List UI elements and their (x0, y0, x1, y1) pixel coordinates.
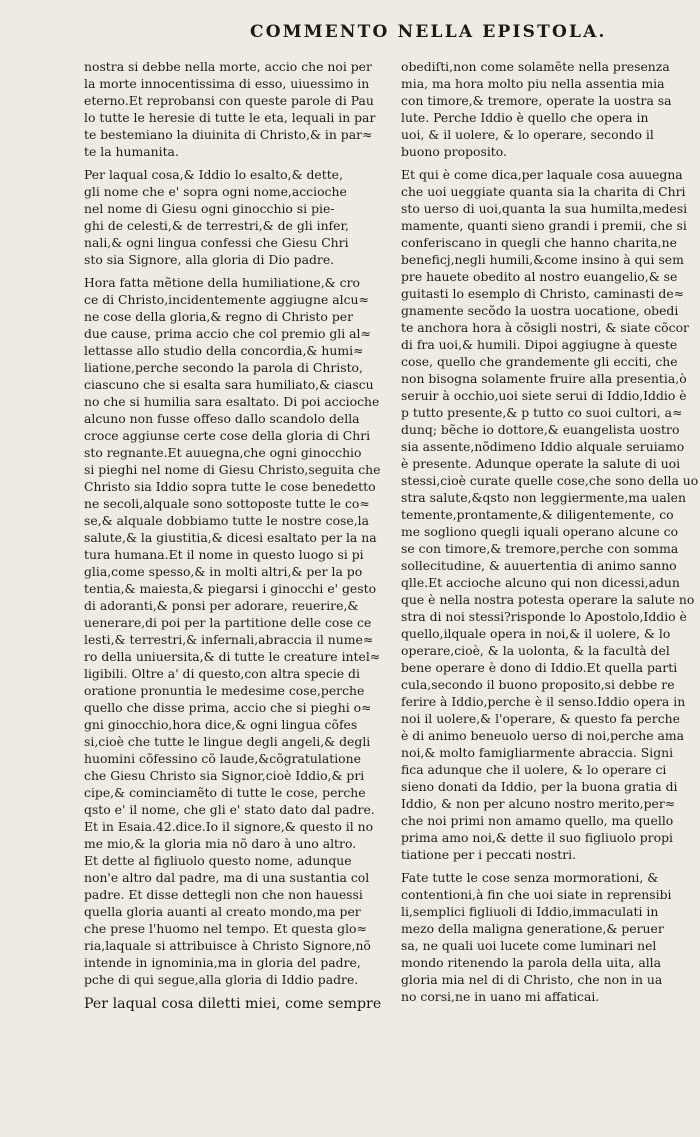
text-line: lo tutte le heresie di tutte le eta, lequali in par (84, 110, 376, 125)
text-line: qsto e' il nome, che gli e' stato dato dal padre. (84, 802, 375, 817)
text-line: beneficj,negli humili,&come insino à qui sem (401, 252, 684, 267)
text-line: Et qui è come dica,per laquale cosa auuegna (401, 167, 683, 182)
text-line: eterno.Et reprobansi con queste parole di Pau (84, 93, 374, 108)
text-line: tura humana.Et il nome in questo luogo si pi (84, 547, 364, 562)
text-line: ria,laquale si attribuisce à Christo Signore,nõ (84, 938, 371, 953)
text-line: Et dette al figliuolo questo nome, adunque (84, 853, 352, 868)
text-line: nali,& ogni lingua confessi che Giesu Chri (84, 235, 349, 250)
text-line: si pieghi nel nome di Giesu Christo,seguita che (84, 462, 381, 477)
text-line: che uoi ueggiate quanta sia la charita di Chri (401, 184, 686, 199)
text-line: quella gloria auanti al creato mondo,ma per (84, 904, 361, 919)
text-line: ligibili. Oltre a' di questo,con altra specie di (84, 666, 360, 681)
text-line: sia assente,nõdimeno Iddio alquale seruiamo (401, 439, 685, 454)
paragraph (84, 274, 384, 988)
text-line: sto uerso di uoi,quanta la sua humilta,medesi (401, 201, 688, 216)
text-line: che noi primi non amamo quello, ma quello (401, 813, 674, 828)
text-line: Per laqual cosa,& Iddio lo esalto,& dette, (84, 167, 343, 182)
text-line: cula,secondo il buono proposito,si debbe re (401, 677, 675, 692)
text-line: que è nella nostra potesta operare la salute no (401, 592, 695, 607)
text-line: fica adunque che il uolere, & lo operare ci (401, 762, 667, 777)
text-line: la morte innocentissima di esso, uiuessimo in (84, 76, 370, 91)
text-line: sto regnante.Et auuegna,che ogni ginocchio (84, 445, 362, 460)
text-line: che prese l'huomo nel tempo. Et questa glo≈ (84, 921, 367, 936)
paragraph (401, 869, 700, 1005)
text-line: uoi, & il uolere, & lo operare, secondo il (401, 127, 654, 142)
text-line: pche di qui segue,alla gloria di Iddio padre. (84, 972, 359, 987)
text-line: di adoranti,& ponsi per adorare, reuerire,& (84, 598, 359, 613)
text-line: è presente. Adunque operate la salute di uoi (401, 456, 681, 471)
text-line: è di animo beneuolo uerso di noi,perche ama (401, 728, 685, 743)
text-line: lettasse allo studio della concordia,& humi≈ (84, 343, 364, 358)
text-line: croce aggiunse certe cose della gloria di Chri (84, 428, 371, 443)
text-line: Fate tutte le cose senza mormorationi, & (401, 870, 659, 885)
text-line: ro della uniuersita,& di tutte le creature intel≈ (84, 649, 381, 664)
text-line: me mio,& la gloria mia nõ daro à uno altro. (84, 836, 357, 851)
text-line: Iddio, & non per alcuno nostro merito,per≈ (401, 796, 676, 811)
text-line: qlle.Et accioche alcuno qui non dicessi,adun (401, 575, 680, 590)
text-line: lute. Perche Iddio è quello che opera in (401, 110, 649, 125)
text-line: noi il uolere,& l'operare, & questo fa perche (401, 711, 680, 726)
left-column (84, 58, 384, 1128)
text-line: se,& alquale dobbiamo tutte le nostre cose,la (84, 513, 370, 528)
text-line: lesti,& terrestri,& infernali,abraccia il nume≈ (84, 632, 374, 647)
text-line: liatione,perche secondo la parola di Christo, (84, 360, 363, 375)
text-line: intende in ignominia,ma in gloria del padre, (84, 955, 361, 970)
text-line: ne cose della gloria,& regno di Christo per (84, 309, 354, 324)
text-line: seruir à occhio,uoi siete serui di Iddio,Iddio è (401, 388, 687, 403)
text-line: due cause, prima accio che col premio gli al≈ (84, 326, 371, 341)
text-line: non bisogna solamente fruire alla presentia,ò (401, 371, 687, 386)
text-line: noi,& molto famigliarmente abraccia. Signi (401, 745, 674, 760)
text-line: conferiscano in quegli che hanno charita,ne (401, 235, 677, 250)
paragraph (84, 166, 384, 268)
text-line: ghi de celesti,& de terrestri,& de gli infer, (84, 218, 349, 233)
text-line: quello,ilquale opera in noi,& il uolere, & lo (401, 626, 671, 641)
text-line: che Giesu Christo sia Signor,cioè Iddio,& pri (84, 768, 365, 783)
text-line: gni ginocchio,hora dice,& ogni lingua cõfes (84, 717, 358, 732)
text-line: gli nome che e' sopra ogni nome,accioche (84, 184, 347, 199)
text-line: Et in Esaia.42.dice.Io il signore,& questo il no (84, 819, 374, 834)
text-line: bene operare è dono di Iddio.Et quella parti (401, 660, 678, 675)
text-line: alcuno non fusse offeso dallo scandolo della (84, 411, 360, 426)
paragraph (84, 994, 384, 1014)
text-line: cipe,& cominciamẽto di tutte le cose, perche (84, 785, 366, 800)
text-line: temente,prontamente,& diligentemente, co (401, 507, 674, 522)
text-line: ce di Christo,incidentemente aggiugne alcu≈ (84, 292, 369, 307)
text-line: te bestemiano la diuinita di Christo,& in par≈ (84, 127, 373, 142)
text-line: gloria mia nel di di Christo, che non in ua (401, 972, 663, 987)
text-line: di fra uoi,& humili. Dipoi aggiugne à queste (401, 337, 678, 352)
text-line: quello che disse prima, accio che si pieghi o≈ (84, 700, 372, 715)
text-line: Hora fatta mẽtione della humiliatione,& cro (84, 275, 360, 290)
text-line: p tutto presente,& p tutto co suoi cultori, a≈ (401, 405, 683, 420)
text-line: prima amo noi,& dette il suo figliuolo propi (401, 830, 673, 845)
text-line: salute,& la giustitia,& dicesi esaltato per la na (84, 530, 377, 545)
text-line: stra salute,&qsto non leggiermente,ma ualen (401, 490, 686, 505)
text-line: glia,come spesso,& in molti altri,& per la po (84, 564, 363, 579)
text-line: te la humanita. (84, 144, 179, 159)
text-line: contentioni,à fin che uoi siate in reprensibi (401, 887, 672, 902)
text-line: mezo della maligna generatione,& peruer (401, 921, 664, 936)
text-line: huomini cõfessino cõ laude,&cõgratulatione (84, 751, 361, 766)
text-line: buono proposito. (401, 144, 507, 159)
text-line: tiatione per i peccati nostri. (401, 847, 577, 862)
text-line: ferire à Iddio,perche è il senso.Iddio opera in (401, 694, 686, 709)
text-line: no che si humilia sara esaltato. Di poi accioche (84, 394, 380, 409)
text-line: si,cioè che tutte le lingue degli angeli,& degli (84, 734, 371, 749)
text-line: ne secoli,alquale sono sottoposte tutte le co≈ (84, 496, 370, 511)
text-line: sa, ne quali uoi lucete come luminari nel (401, 938, 657, 953)
text-line: obediſti,non come solamẽte nella presenza (401, 59, 670, 74)
text-line: ciascuno che si esalta sara humiliato,& ciascu (84, 377, 374, 392)
text-line: nostra si debbe nella morte, accio che noi per (84, 59, 372, 74)
text-line: sollecitudine, & auuertentia di animo sanno (401, 558, 677, 573)
text-line: li,semplici figliuoli di Iddio,immaculati in (401, 904, 659, 919)
text-line: no corsi,ne in uano mi affaticai. (401, 989, 600, 1004)
text-line: cose, quello che grandemente gli ecciti, che (401, 354, 678, 369)
text-line: sieno donati da Iddio, per la buona gratia di (401, 779, 678, 794)
text-line: se con timore,& tremore,perche con somma (401, 541, 679, 556)
paragraph (84, 58, 384, 160)
text-line: operare,cioè, & la uolonta, & la facultà del (401, 643, 670, 658)
text-line: guitasti lo esemplo di Christo, caminasti de≈ (401, 286, 685, 301)
text-line: mondo ritenendo la parola della uita, alla (401, 955, 662, 970)
text-line: pre hauete obedito al nostro euangelio,& se (401, 269, 678, 284)
text-line: stessi,cioè curate quelle cose,che sono della uo (401, 473, 699, 488)
text-line: mamente, quanti sieno grandi i premii, che si (401, 218, 687, 233)
text-line: te anchora hora à cõsigli nostri, & siate cõcor (401, 320, 689, 335)
text-line: gnamente secõdo la uostra uocatione, obedi (401, 303, 679, 318)
running-title: COMMENTO NELLA EPISTOLA. (250, 22, 607, 42)
text-line: dunq; bẽche io dottore,& euangelista uostro (401, 422, 680, 437)
right-column (401, 58, 700, 1128)
text-line: padre. Et disse dettegli non che non hauessi (84, 887, 363, 902)
text-line: uenerare,di poi per la partitione delle cose ce (84, 615, 372, 630)
text-line: sto sia Signore, alla gloria di Dio padre. (84, 252, 335, 267)
text-line: Christo sia Iddio sopra tutte le cose benedetto (84, 479, 376, 494)
text-line: stra di noi stessi?risponde lo Apostolo,Iddio è (401, 609, 687, 624)
text-line: con timore,& tremore, operate la uostra sa (401, 93, 672, 108)
text-line: nel nome di Giesu ogni ginocchio si pie- (84, 201, 335, 216)
text-line: me sogliono quegli iquali operano alcune co (401, 524, 679, 539)
text-line: mia, ma hora molto piu nella assentia mia (401, 76, 665, 91)
text-line: oratione pronuntia le medesime cose,perche (84, 683, 365, 698)
text-line: Per laqual cosa diletti miei, come sempre (84, 996, 382, 1012)
text-line: non'e altro dal padre, ma di una sustantia col (84, 870, 370, 885)
paragraph (401, 58, 700, 160)
paragraph (401, 166, 700, 863)
text-line: tentia,& maiesta,& piegarsi i ginocchi e' gesto (84, 581, 377, 596)
